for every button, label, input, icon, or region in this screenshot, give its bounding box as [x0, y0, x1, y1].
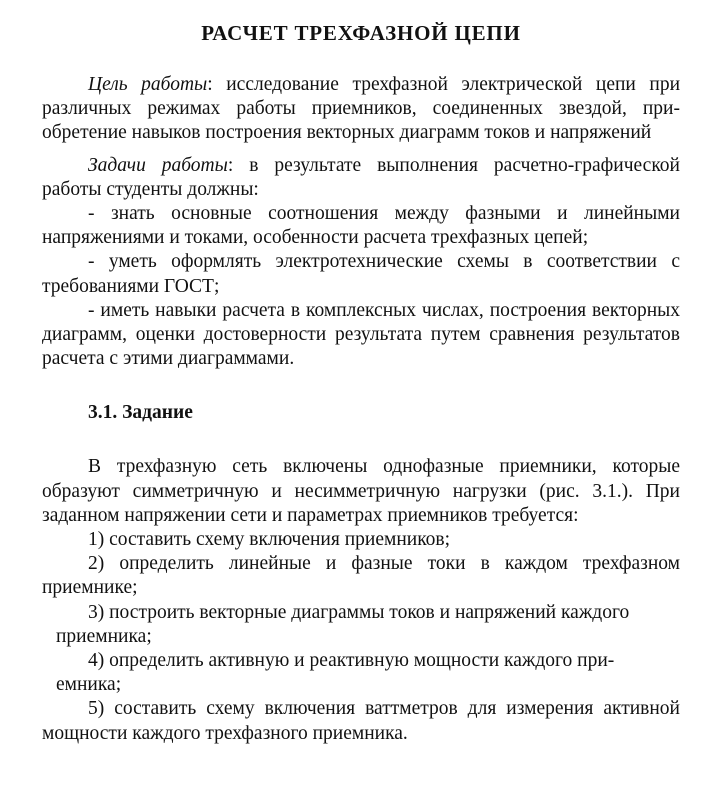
section-intro: В трехфазную сеть включены однофазные приемники, которые образуют симметричную и несимметричную нагрузки (рис. 3.1.). При заданном напряжении сети и параметрах приемников требуется: [42, 456, 680, 526]
step-continuation: приемника; [56, 625, 152, 647]
step-item: 5) составить схему включения ваттметров для измерения активной мощности каждого трехфазного приемника. [42, 698, 680, 744]
step-item: 2) определить линейные и фазные токи в каждом трехфазном приемнике; [42, 553, 680, 599]
tasks-item: - знать основные соотношения между фазными и линейными напряжениями и токами, особенности расчета трехфазных цепей; [42, 203, 680, 249]
document-page [0, 20, 720, 809]
step-item: 1) составить схему включения приемников; [88, 529, 451, 551]
tasks-item: - иметь навыки расчета в комплексных числах, построения векторных диаграмм, оценки достоверности результата путем сравнения результатов расчета с этими диаграммами. [42, 299, 680, 370]
goal-label: Цель работы [88, 74, 208, 95]
step-item [42, 649, 680, 697]
tasks-paragraph [42, 154, 680, 202]
step-item [42, 601, 680, 649]
step-first-line: 3) построить векторные диаграммы токов и напряжений каждого [88, 601, 630, 623]
step-first-line: 4) определить активную и реактивную мощности каждого при- [88, 650, 615, 672]
goal-paragraph [42, 73, 680, 146]
tasks-text: : в результате выполнения расчетно-графической работы студенты должны: [42, 154, 680, 200]
step-continuation: емника; [56, 674, 122, 696]
page-title: РАСЧЕТ ТРЕХФАЗНОЙ ЦЕПИ [201, 21, 521, 45]
goal-text: : исследование трехфазной электрической цепи при различных режимах работы приемников, соединенных звездой, приобретение навыков построения векторных диаграмм токов и напряжений [42, 74, 681, 144]
section-heading: 3.1. Задание [88, 402, 193, 424]
tasks-label: Задачи работы [88, 154, 228, 176]
tasks-item: - уметь оформлять электротехнические схемы в соответствии с требованиями ГОСТ; [42, 251, 680, 297]
